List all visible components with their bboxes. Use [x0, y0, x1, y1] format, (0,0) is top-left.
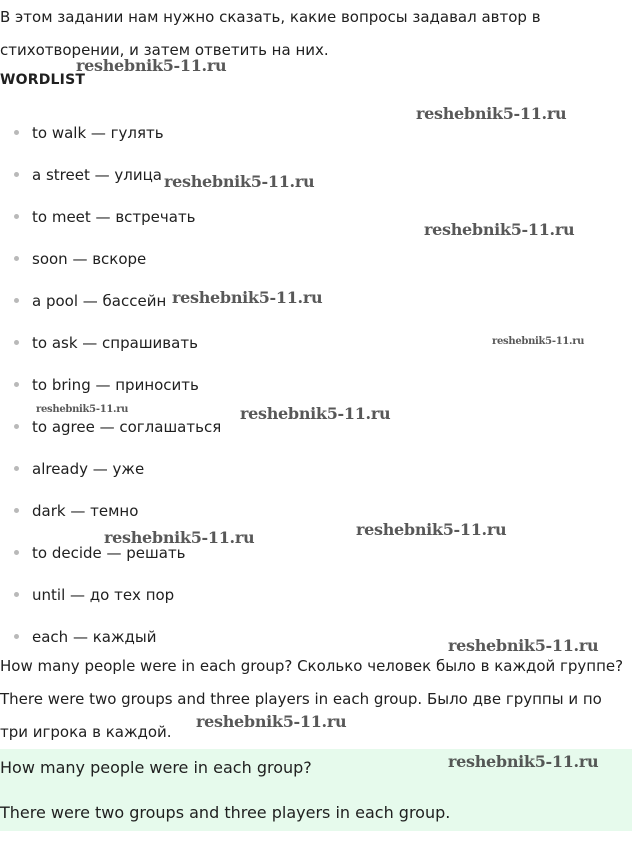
answer-bilingual: There were two groups and three players in each group. Было две группы и по три игрока в каждой.	[0, 690, 602, 741]
list-item: to decide — решать	[14, 532, 186, 574]
bullet-icon	[14, 130, 19, 135]
watermark: reshebnik5-11.ru	[164, 172, 315, 191]
answer-box-answer: There were two groups and three players in each group.	[0, 803, 451, 822]
wordlist-heading: WORDLIST	[0, 72, 86, 88]
list-item: dark — темно	[14, 490, 138, 532]
bullet-icon	[14, 508, 19, 513]
bullet-icon	[14, 340, 19, 345]
bullet-icon	[14, 382, 19, 387]
bullet-icon	[14, 550, 19, 555]
bullet-icon	[14, 424, 19, 429]
watermark: reshebnik5-11.ru	[416, 104, 567, 123]
watermark: reshebnik5-11.ru	[104, 528, 255, 547]
intro-paragraph: В этом задании нам нужно сказать, какие вопросы задавал автор в стихотворении, и затем ответить на них.	[0, 8, 541, 59]
list-item: soon — вскоре	[14, 238, 146, 280]
bullet-icon	[14, 214, 19, 219]
list-item: already — уже	[14, 448, 144, 490]
question-bilingual: How many people were in each group? Сколько человек было в каждой группе?	[0, 657, 624, 675]
list-item: to agree — соглашаться	[14, 406, 221, 448]
list-item: to walk — гулять	[14, 112, 164, 154]
watermark: reshebnik5-11.ru	[76, 56, 227, 75]
bullet-icon	[14, 172, 19, 177]
watermark: reshebnik5-11.ru	[448, 636, 599, 655]
list-item: a street — улица	[14, 154, 162, 196]
list-item: each — каждый	[14, 616, 156, 658]
bullet-icon	[14, 256, 19, 261]
watermark: reshebnik5-11.ru	[240, 404, 391, 423]
watermark: reshebnik5-11.ru	[356, 520, 507, 539]
list-item: to bring — приносить	[14, 364, 199, 406]
bullet-icon	[14, 592, 19, 597]
answer-box-question: How many people were in each group?	[0, 758, 312, 777]
list-item: to meet — встречать	[14, 196, 196, 238]
watermark: reshebnik5-11.ru	[36, 404, 129, 415]
watermark: reshebnik5-11.ru	[492, 336, 585, 347]
bullet-icon	[14, 466, 19, 471]
watermark: reshebnik5-11.ru	[172, 288, 323, 307]
bullet-icon	[14, 298, 19, 303]
answer-box	[0, 749, 632, 831]
watermark: reshebnik5-11.ru	[196, 712, 347, 731]
list-item: until — до тех пор	[14, 574, 174, 616]
watermark: reshebnik5-11.ru	[424, 220, 575, 239]
list-item: to ask — спрашивать	[14, 322, 198, 364]
bullet-icon	[14, 634, 19, 639]
watermark: reshebnik5-11.ru	[448, 752, 599, 771]
list-item: a pool — бассейн	[14, 280, 166, 322]
